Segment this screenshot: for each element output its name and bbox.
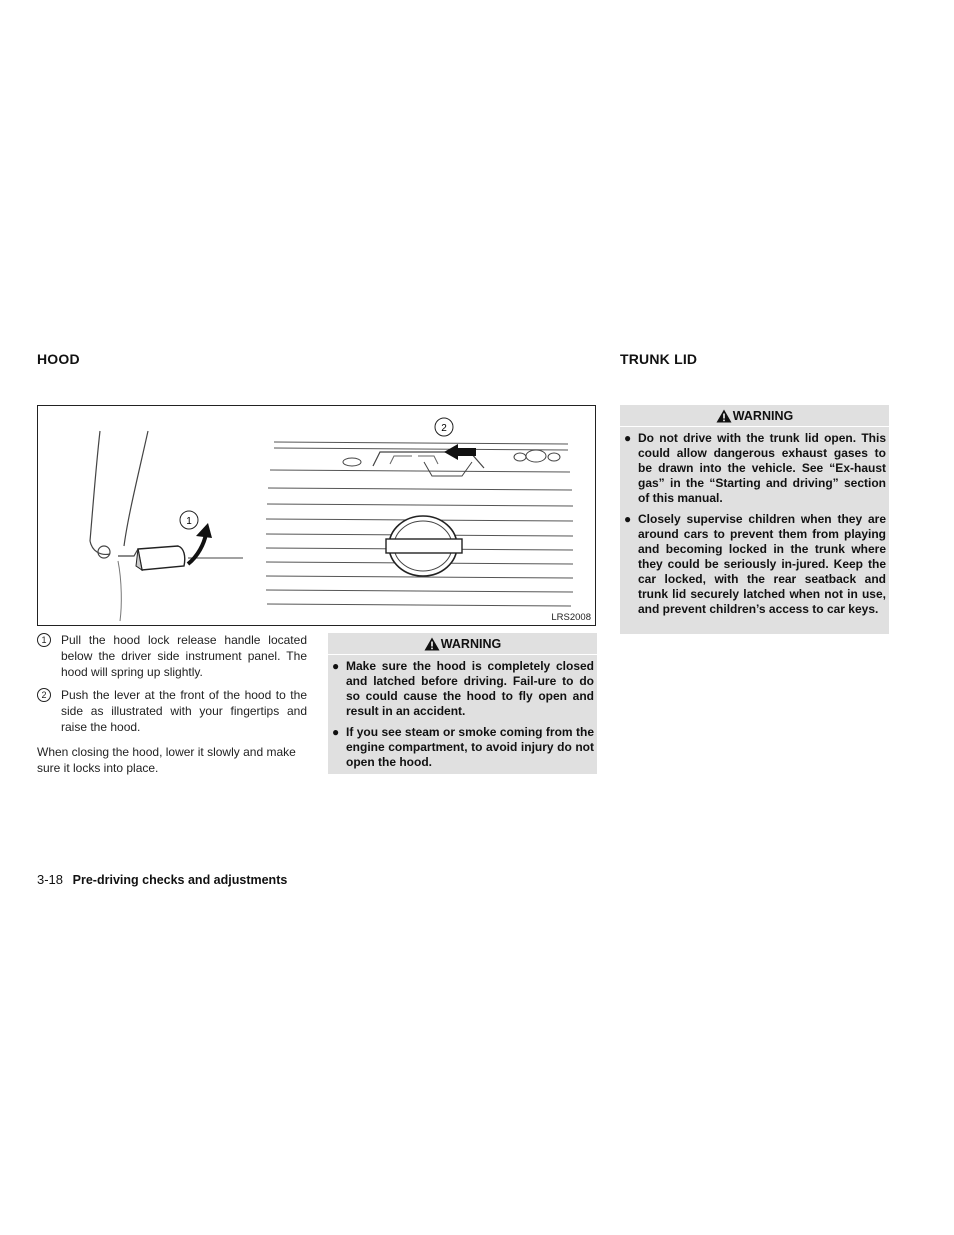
- trunk-warning-title: [620, 405, 889, 427]
- hood-illustration-drawing: [38, 406, 595, 625]
- hood-warning-item: [332, 725, 594, 770]
- closing-note: When closing the hood, lower it slowly and make sure it locks into place.: [37, 745, 296, 775]
- page-number: 3-18: [37, 872, 64, 887]
- trunk-warning-item: [624, 431, 886, 506]
- hood-instructions: [37, 632, 307, 776]
- hood-warning-text-1: Make sure the hood is completely closed and latched before driving. Fail-ure to do so could cause the hood to fly open and result in an accident.: [346, 659, 594, 718]
- hood-warning-box: [328, 633, 597, 774]
- step-2-number: 2: [37, 688, 51, 702]
- warning-triangle-icon: [424, 637, 440, 651]
- hood-warning-item: [332, 659, 594, 719]
- hood-heading: HOOD: [37, 351, 80, 367]
- trunk-warning-text-1: Do not drive with the trunk lid open. This could allow dangerous exhaust gases to be drawn into the vehicle. See “Ex-haust gas” in the “Starting and driving” section of this manual.: [638, 431, 886, 505]
- trunk-warning-text-2: Closely supervise children when they are around cars to prevent them from playing and becoming locked in the trunk where they could be seriously in-jured. Keep the car locked, with the rear seatback and trunk lid securely latched when not in use, and prevent children’s access to car keys.: [638, 512, 886, 616]
- bullet-icon: ●: [624, 512, 632, 526]
- step-2: [37, 687, 307, 735]
- hood-release-illustration: [37, 405, 596, 626]
- bullet-icon: ●: [332, 725, 340, 739]
- figure-code: LRS2008: [551, 612, 591, 623]
- hood-warning-title: [328, 633, 597, 655]
- bullet-icon: ●: [332, 659, 340, 673]
- step-2-text: Push the lever at the front of the hood to the side as illustrated with your fingertips and raise the hood.: [61, 688, 307, 734]
- callout-1-label: 1: [186, 516, 192, 527]
- page-footer: [37, 872, 287, 887]
- hood-warning-text-2: If you see steam or smoke coming from the engine compartment, to avoid injury do not open the hood.: [346, 725, 594, 769]
- trunk-warning-item: [624, 512, 886, 617]
- section-title: Pre-driving checks and adjustments: [72, 873, 288, 887]
- step-1: [37, 632, 307, 680]
- step-1-text: Pull the hood lock release handle located below the driver side instrument panel. The hood will spring up slightly.: [61, 633, 307, 679]
- hood-warning-list: [328, 655, 597, 770]
- trunk-lid-heading: TRUNK LID: [620, 351, 698, 367]
- trunk-warning-box: [620, 405, 889, 634]
- trunk-warning-label: WARNING: [732, 408, 794, 423]
- bullet-icon: ●: [624, 431, 632, 445]
- trunk-warning-list: [620, 427, 889, 617]
- callout-2-label: 2: [441, 423, 447, 434]
- hood-warning-label: WARNING: [440, 636, 502, 651]
- step-1-number: 1: [37, 633, 51, 647]
- warning-triangle-icon: [716, 409, 732, 423]
